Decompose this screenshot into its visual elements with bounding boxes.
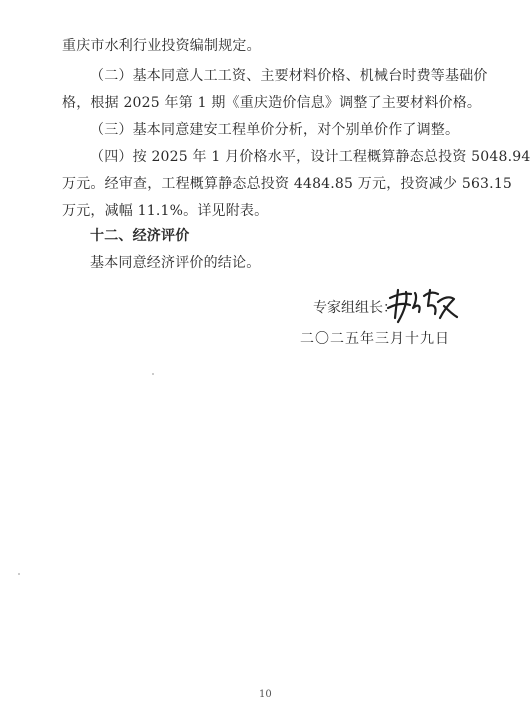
paragraph-line: （二）基本同意人工工资、主要材料价格、机械台时费等基础价 xyxy=(90,68,488,84)
paragraph-line: 万元。经审查，工程概算静态总投资 4484.85 万元，投资减少 563.15 xyxy=(62,176,513,192)
paragraph-line: （三）基本同意建安工程单价分析，对个别单价作了调整。 xyxy=(90,122,460,138)
scan-speck xyxy=(18,573,20,575)
section-body: 基本同意经济评价的结论。 xyxy=(90,255,261,271)
paragraph-line: （四）按 2025 年 1 月价格水平，设计工程概算静态总投资 5048.94 xyxy=(90,149,531,165)
signature-label: 专家组组长： xyxy=(313,300,397,316)
section-heading: 十二、经济评价 xyxy=(90,228,190,244)
paragraph-line: 万元，减幅 11.1%。详见附表。 xyxy=(62,203,269,219)
paragraph-line: 重庆市水利行业投资编制规定。 xyxy=(62,38,261,54)
paragraph-line: 格，根据 2025 年第 1 期《重庆造价信息》调整了主要材料价格。 xyxy=(62,95,482,111)
scan-speck xyxy=(152,373,154,375)
page-number: 10 xyxy=(259,689,272,700)
handwritten-signature xyxy=(384,284,462,328)
signing-date: 二〇二五年三月十九日 xyxy=(300,331,450,347)
